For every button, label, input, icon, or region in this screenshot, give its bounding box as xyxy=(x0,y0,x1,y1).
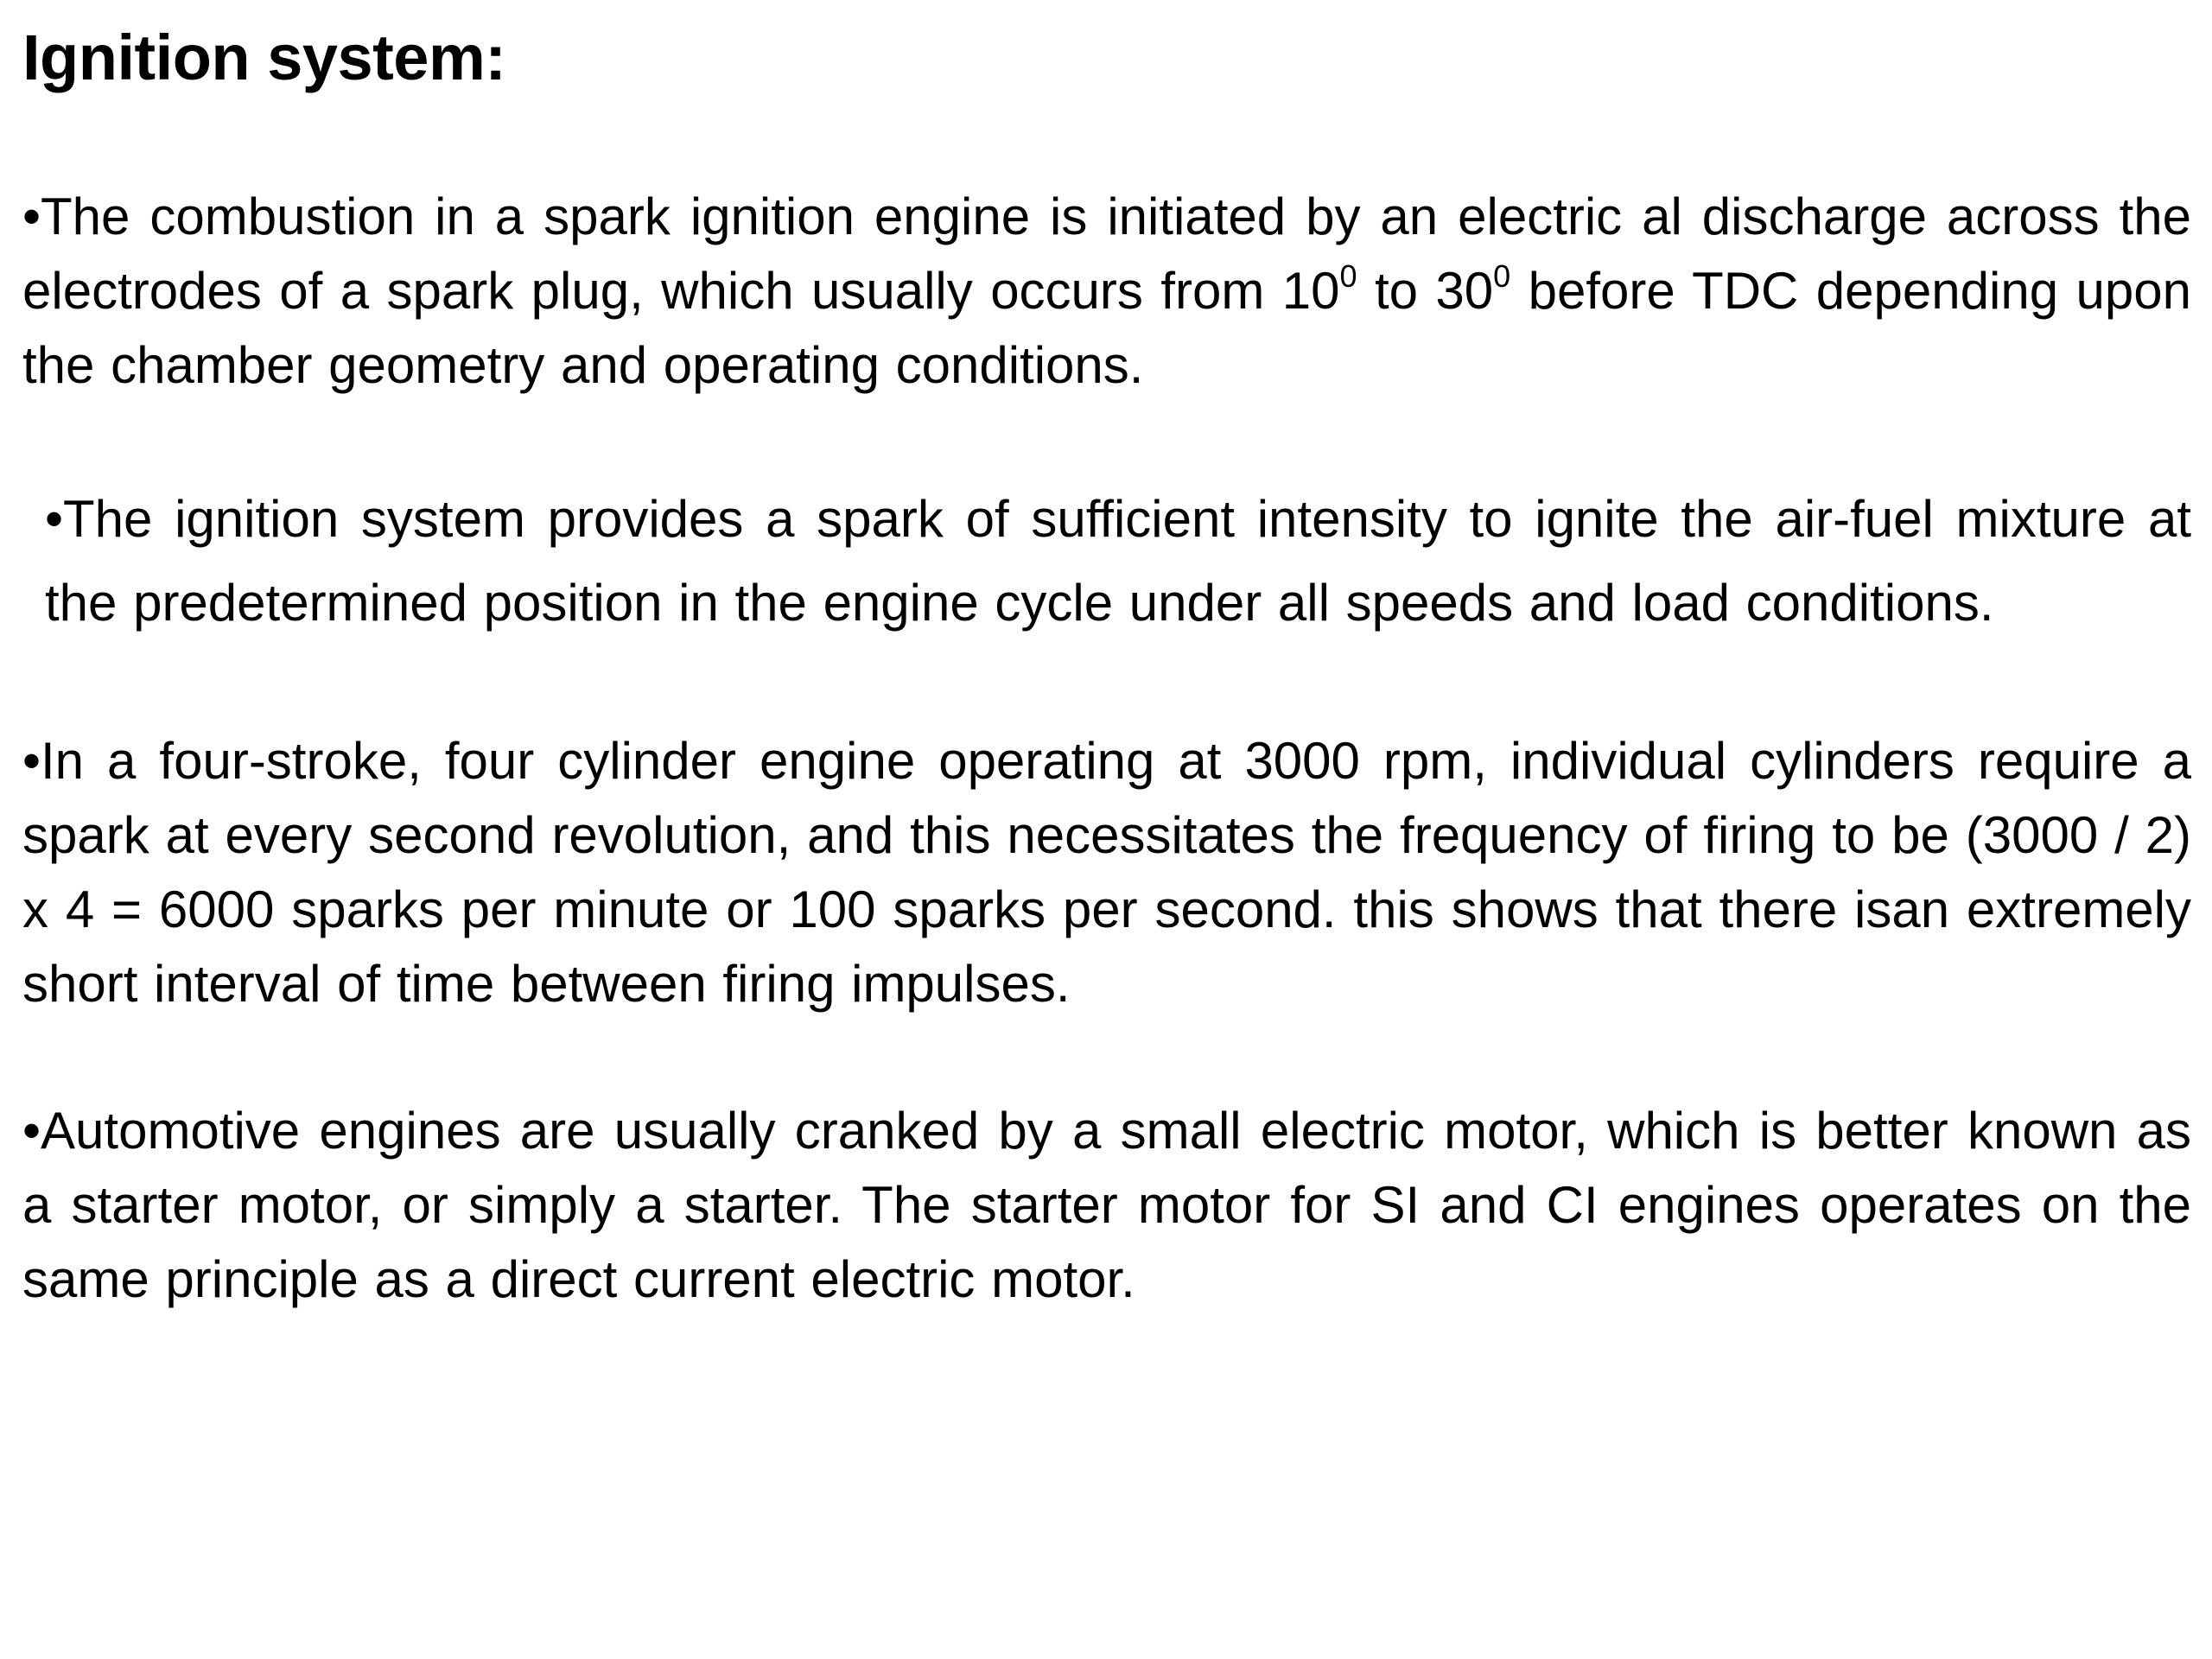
bullet-marker: • xyxy=(22,188,41,245)
bullet-marker: • xyxy=(22,1102,41,1160)
superscript-degree: 0 xyxy=(1339,258,1357,294)
superscript-degree: 0 xyxy=(1493,258,1511,294)
bullet-marker: • xyxy=(22,732,41,790)
bullet-paragraph-spark-timing xyxy=(22,180,2191,403)
paragraph-text: The combustion in a spark ignition engine is initiated by an electric al discharge across the electrodes of a spark plug, which usually occurs from 10 xyxy=(22,188,2191,320)
paragraph-text: The ignition system provides a spark of sufficient intensity to ignite the air-fuel mixture at the predetermined position in the engine cycle under all speeds and load conditions. xyxy=(45,490,2191,632)
bullet-paragraph-firing-frequency xyxy=(22,724,2191,1021)
paragraph-text: to 30 xyxy=(1357,262,1494,320)
slide-title: Ignition system: xyxy=(22,22,506,93)
paragraph-text: Automotive engines are usually cranked by a small electric motor, which is better known as a starter motor, or simply a starter. The starter motor for SI and CI engines operates on the same principle as a direct current electric motor. xyxy=(22,1102,2191,1308)
bullet-paragraph-ignition-purpose xyxy=(45,477,2191,645)
bullet-marker: • xyxy=(45,490,64,548)
paragraph-text: before TDC depending upon the chamber geometry and operating conditions. xyxy=(22,262,2191,394)
bullet-paragraph-starter-motor xyxy=(22,1094,2191,1317)
paragraph-text: In a four-stroke, four cylinder engine operating at 3000 rpm, individual cylinders require a spark at every second revolution, and this necessitates the frequency of firing to be (3000 / 2) x 4 = 6000 sparks per minute or 100 sparks per second. this shows that there isan extremely short interval of time between firing impulses. xyxy=(22,732,2191,1013)
